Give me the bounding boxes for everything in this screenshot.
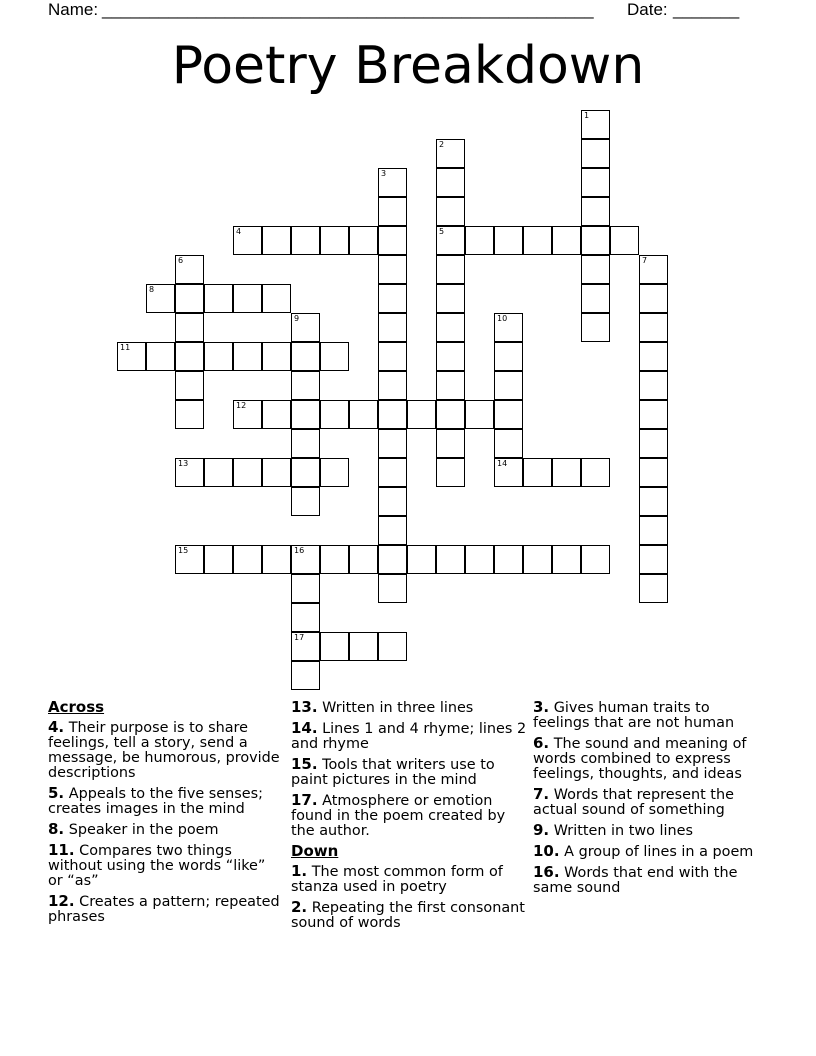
crossword-cell[interactable] xyxy=(378,255,407,284)
clue-number: 9. xyxy=(533,821,550,839)
crossword-cell[interactable] xyxy=(291,226,320,255)
crossword-cell[interactable] xyxy=(291,487,320,516)
cell-number: 1 xyxy=(584,111,590,120)
crossword-cell[interactable] xyxy=(233,400,262,429)
crossword-cell[interactable] xyxy=(639,313,668,342)
clue-number: 7. xyxy=(533,785,550,803)
clue-down-3 xyxy=(533,700,769,731)
clue-down-10 xyxy=(533,844,769,860)
cell-number: 12 xyxy=(236,401,247,410)
page-title: Poetry Breakdown xyxy=(171,36,645,96)
crossword-cell[interactable] xyxy=(378,371,407,400)
crossword-cell[interactable] xyxy=(639,458,668,487)
clue-text: Written in three lines xyxy=(322,700,474,716)
cell-number: 5 xyxy=(439,227,445,236)
crossword-cell[interactable] xyxy=(436,400,465,429)
crossword-cell[interactable] xyxy=(494,371,523,400)
crossword-cell[interactable] xyxy=(639,400,668,429)
crossword-cell[interactable] xyxy=(639,487,668,516)
cell-number: 3 xyxy=(381,169,387,178)
crossword-cell[interactable] xyxy=(581,545,610,574)
crossword-cell[interactable] xyxy=(378,284,407,313)
crossword-cell[interactable] xyxy=(233,284,262,313)
crossword-cell[interactable] xyxy=(291,545,320,574)
crossword-cell[interactable] xyxy=(552,226,581,255)
crossword-cell[interactable] xyxy=(117,342,146,371)
date-label: Date: xyxy=(627,0,668,19)
clue-number: 4. xyxy=(48,718,65,736)
crossword-cell[interactable] xyxy=(494,313,523,342)
clue-across-12 xyxy=(48,894,284,925)
name-label: Name: xyxy=(48,0,99,19)
crossword-cell[interactable] xyxy=(639,429,668,458)
crossword-cell[interactable] xyxy=(523,458,552,487)
clue-number: 12. xyxy=(48,892,75,910)
crossword-cell[interactable] xyxy=(639,574,668,603)
crossword-cell[interactable] xyxy=(436,313,465,342)
crossword-cell[interactable] xyxy=(610,226,639,255)
crossword-cell[interactable] xyxy=(262,226,291,255)
clue-list xyxy=(0,700,816,960)
crossword-cell[interactable] xyxy=(639,545,668,574)
crossword-cell[interactable] xyxy=(494,342,523,371)
crossword-cell[interactable] xyxy=(291,458,320,487)
clue-across-5 xyxy=(48,786,284,817)
crossword-cell[interactable] xyxy=(639,371,668,400)
crossword-cell[interactable] xyxy=(494,458,523,487)
clue-across-15 xyxy=(291,757,527,788)
cell-number: 17 xyxy=(294,633,305,642)
crossword-cell[interactable] xyxy=(378,545,407,574)
crossword-cell[interactable] xyxy=(378,516,407,545)
crossword-cell[interactable] xyxy=(291,400,320,429)
clue-text: A group of lines in a poem xyxy=(564,844,754,860)
clue-number: 8. xyxy=(48,820,65,838)
clue-text: Compares two things without using the words “like” or “as” xyxy=(48,843,266,889)
clue-text: Words that represent the actual sound of something xyxy=(533,787,734,818)
crossword-cell[interactable] xyxy=(204,284,233,313)
cell-number: 13 xyxy=(178,459,189,468)
crossword-cell[interactable] xyxy=(407,400,436,429)
crossword-cell[interactable] xyxy=(465,226,494,255)
clue-across-4 xyxy=(48,720,284,781)
clue-down-1 xyxy=(291,864,527,895)
crossword-cell[interactable] xyxy=(581,458,610,487)
crossword-cell[interactable] xyxy=(378,632,407,661)
crossword-cell[interactable] xyxy=(291,574,320,603)
clue-text: The most common form of stanza used in poetry xyxy=(291,864,503,895)
crossword-cell[interactable] xyxy=(146,284,175,313)
crossword-cell[interactable] xyxy=(233,458,262,487)
clue-text: Written in two lines xyxy=(553,823,694,839)
crossword-cell[interactable] xyxy=(349,545,378,574)
crossword-cell[interactable] xyxy=(291,603,320,632)
crossword-cell[interactable] xyxy=(175,313,204,342)
clue-column-2 xyxy=(291,700,527,936)
crossword-cell[interactable] xyxy=(378,487,407,516)
date-blank-line: _______ xyxy=(673,0,740,19)
crossword-cell[interactable] xyxy=(639,516,668,545)
clue-across-13 xyxy=(291,700,527,716)
clue-down-2 xyxy=(291,900,527,931)
clue-column-1 xyxy=(48,700,284,930)
crossword-cell[interactable] xyxy=(581,284,610,313)
crossword-cell[interactable] xyxy=(378,226,407,255)
crossword-cell[interactable] xyxy=(291,632,320,661)
crossword-cell[interactable] xyxy=(175,342,204,371)
clue-across-14 xyxy=(291,721,527,752)
clue-down-7 xyxy=(533,787,769,818)
across-heading: Across xyxy=(48,698,105,716)
clue-down-16 xyxy=(533,865,769,896)
crossword-cell[interactable] xyxy=(291,429,320,458)
clue-number: 13. xyxy=(291,698,318,716)
cell-number: 8 xyxy=(149,285,155,294)
crossword-cell[interactable] xyxy=(320,632,349,661)
clue-number: 5. xyxy=(48,784,65,802)
crossword-cell[interactable] xyxy=(204,342,233,371)
cell-number: 6 xyxy=(178,256,184,265)
crossword-cell[interactable] xyxy=(639,284,668,313)
clue-number: 10. xyxy=(533,842,560,860)
crossword-cell[interactable] xyxy=(320,400,349,429)
crossword-cell[interactable] xyxy=(262,400,291,429)
crossword-cell[interactable] xyxy=(581,168,610,197)
clue-text: Words that end with the same sound xyxy=(533,865,738,896)
clue-text: Lines 1 and 4 rhyme; lines 2 and rhyme xyxy=(291,721,527,752)
clue-text: Creates a pattern; repeated phrases xyxy=(48,894,280,925)
cell-number: 11 xyxy=(120,343,131,352)
crossword-cell[interactable] xyxy=(349,400,378,429)
crossword-cell[interactable] xyxy=(639,342,668,371)
clue-text: Speaker in the poem xyxy=(68,822,219,838)
crossword-cell[interactable] xyxy=(378,574,407,603)
clue-text: The sound and meaning of words combined to express feelings, thoughts, and ideas xyxy=(533,736,747,782)
clue-across-17 xyxy=(291,793,527,839)
crossword-cell[interactable] xyxy=(320,342,349,371)
crossword-cell[interactable] xyxy=(436,168,465,197)
crossword-cell[interactable] xyxy=(494,400,523,429)
clue-number: 17. xyxy=(291,791,318,809)
crossword-cell[interactable] xyxy=(175,545,204,574)
crossword-cell[interactable] xyxy=(262,458,291,487)
down-heading: Down xyxy=(291,842,339,860)
crossword-cell[interactable] xyxy=(581,313,610,342)
cell-number: 9 xyxy=(294,314,300,323)
crossword-cell[interactable] xyxy=(204,545,233,574)
crossword-cell[interactable] xyxy=(175,458,204,487)
clue-text: Appeals to the five senses; creates images in the mind xyxy=(48,786,263,817)
crossword-cell[interactable] xyxy=(349,632,378,661)
crossword-cell[interactable] xyxy=(407,545,436,574)
crossword-cell[interactable] xyxy=(465,400,494,429)
crossword-cell[interactable] xyxy=(378,429,407,458)
crossword-cell[interactable] xyxy=(175,400,204,429)
clue-across-11 xyxy=(48,843,284,889)
crossword-cell[interactable] xyxy=(291,661,320,690)
crossword-cell[interactable] xyxy=(204,458,233,487)
clue-number: 15. xyxy=(291,755,318,773)
crossword-cell[interactable] xyxy=(262,342,291,371)
clue-text: Gives human traits to feelings that are not human xyxy=(533,700,735,731)
crossword-cell[interactable] xyxy=(291,371,320,400)
clue-column-3 xyxy=(533,700,769,901)
crossword-cell[interactable] xyxy=(320,458,349,487)
cell-number: 14 xyxy=(497,459,508,468)
name-blank-line: ____________________________________________________ xyxy=(102,0,594,19)
clue-number: 16. xyxy=(533,863,560,881)
clue-number: 1. xyxy=(291,862,308,880)
crossword-cell[interactable] xyxy=(436,429,465,458)
crossword-cell[interactable] xyxy=(436,284,465,313)
clue-text: Tools that writers use to paint pictures in the mind xyxy=(291,757,495,788)
crossword-cell[interactable] xyxy=(436,139,465,168)
clue-down-9 xyxy=(533,823,769,839)
crossword-cell[interactable] xyxy=(233,545,262,574)
crossword-cell[interactable] xyxy=(378,197,407,226)
crossword-cell[interactable] xyxy=(552,458,581,487)
cell-number: 15 xyxy=(178,546,189,555)
crossword-cell[interactable] xyxy=(581,255,610,284)
crossword-cell[interactable] xyxy=(552,545,581,574)
crossword-cell[interactable] xyxy=(175,255,204,284)
crossword-cell[interactable] xyxy=(436,458,465,487)
crossword-cell[interactable] xyxy=(436,197,465,226)
crossword-cell[interactable] xyxy=(320,545,349,574)
cell-number: 16 xyxy=(294,546,305,555)
crossword-cell[interactable] xyxy=(175,284,204,313)
crossword-cell[interactable] xyxy=(465,545,494,574)
crossword-cell[interactable] xyxy=(581,226,610,255)
crossword-cell[interactable] xyxy=(378,168,407,197)
clue-number: 14. xyxy=(291,719,318,737)
crossword-cell[interactable] xyxy=(378,313,407,342)
crossword-cell[interactable] xyxy=(436,342,465,371)
cell-number: 2 xyxy=(439,140,445,149)
clue-down-6 xyxy=(533,736,769,782)
crossword-cell[interactable] xyxy=(436,371,465,400)
crossword-cell[interactable] xyxy=(436,226,465,255)
crossword-cell[interactable] xyxy=(233,342,262,371)
cell-number: 4 xyxy=(236,227,242,236)
clue-text: Their purpose is to share feelings, tell a story, send a message, be humorous, provide descriptions xyxy=(48,720,280,781)
crossword-cell[interactable] xyxy=(378,342,407,371)
clue-number: 6. xyxy=(533,734,550,752)
crossword-cell[interactable] xyxy=(378,400,407,429)
clue-number: 11. xyxy=(48,841,75,859)
clue-across-8 xyxy=(48,822,284,838)
crossword-cell[interactable] xyxy=(291,313,320,342)
clue-text: Repeating the first consonant sound of words xyxy=(291,900,525,931)
crossword-cell[interactable] xyxy=(436,255,465,284)
crossword-cell[interactable] xyxy=(146,342,175,371)
crossword-cell[interactable] xyxy=(320,226,349,255)
crossword-cell[interactable] xyxy=(581,197,610,226)
crossword-cell[interactable] xyxy=(436,545,465,574)
crossword-cell[interactable] xyxy=(494,429,523,458)
crossword-cell[interactable] xyxy=(291,342,320,371)
crossword-cell[interactable] xyxy=(262,284,291,313)
crossword-cell[interactable] xyxy=(262,545,291,574)
crossword-cell[interactable] xyxy=(378,458,407,487)
crossword-cell[interactable] xyxy=(523,226,552,255)
crossword-cell[interactable] xyxy=(494,545,523,574)
crossword-cell[interactable] xyxy=(175,371,204,400)
crossword-cell[interactable] xyxy=(639,255,668,284)
clue-number: 3. xyxy=(533,698,550,716)
crossword-cell[interactable] xyxy=(233,226,262,255)
clue-text: Atmosphere or emotion found in the poem created by the author. xyxy=(291,793,506,839)
crossword-cell[interactable] xyxy=(494,226,523,255)
crossword-cell[interactable] xyxy=(349,226,378,255)
cell-number: 10 xyxy=(497,314,508,323)
crossword-cell[interactable] xyxy=(581,139,610,168)
cell-number: 7 xyxy=(642,256,648,265)
crossword-cell[interactable] xyxy=(581,110,610,139)
clue-number: 2. xyxy=(291,898,308,916)
crossword-cell[interactable] xyxy=(523,545,552,574)
